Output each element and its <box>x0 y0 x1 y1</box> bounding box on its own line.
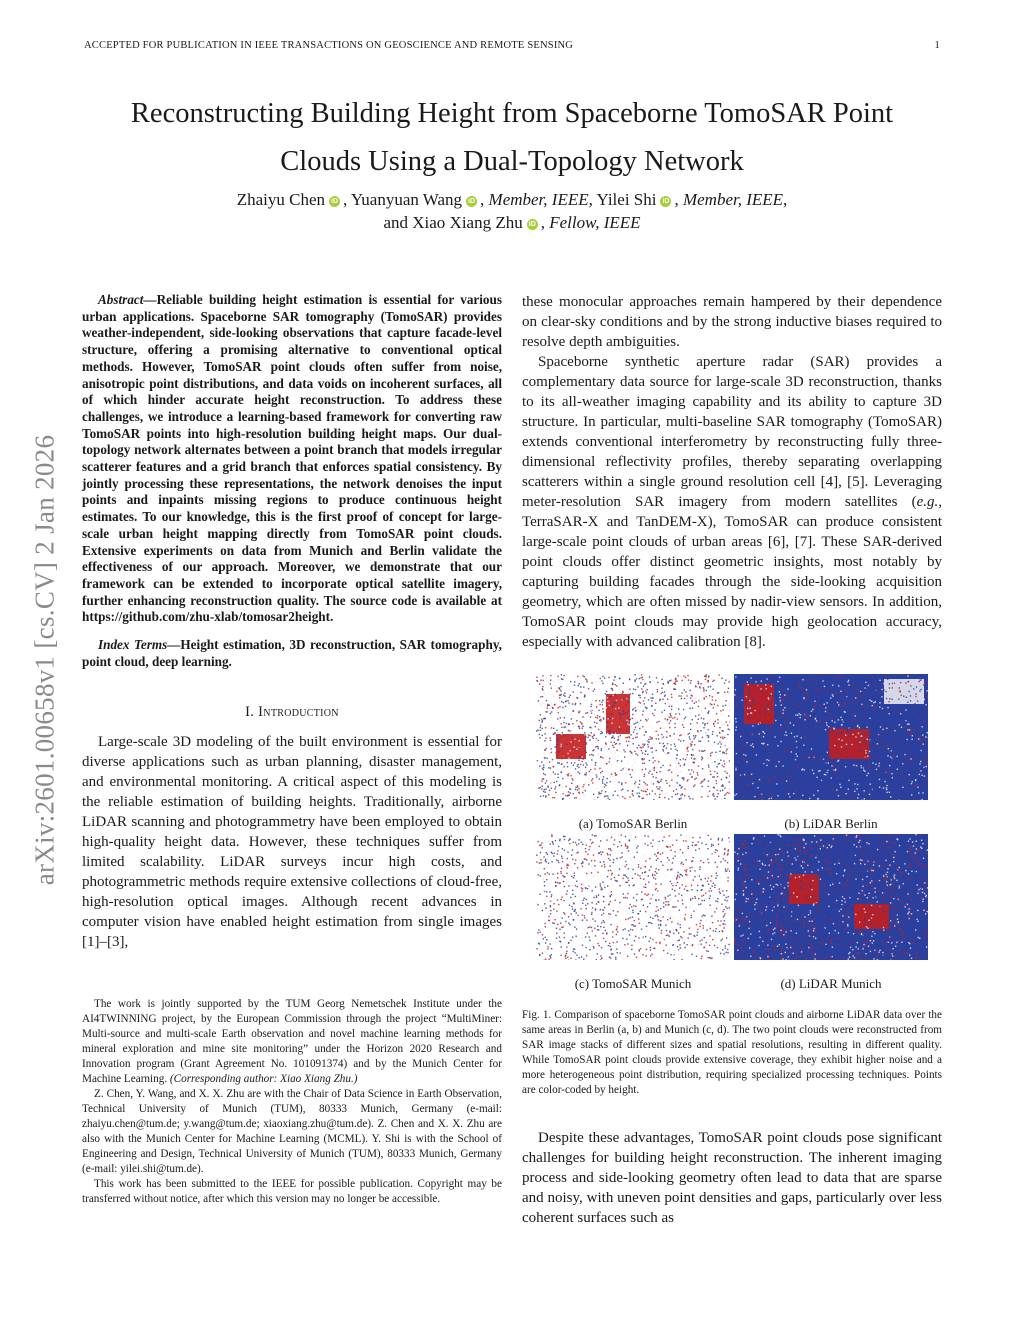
affiliation-footnote: Z. Chen, Y. Wang, and X. X. Zhu are with the Chair of Data Science in Earth Observation, Technical University of Munich (TUM), 80333 Munich, Germany (e-mail: zhaiyu.chen@tum.de; y.wang@tum.de; xiaoxiang.zhu@tum.de). Z. Chen and X. X. Zhu are also with the Munich Center for Machine Learning (MCML). Y. Shi is with the School of Engineering and Design, Technical University of Munich (TUM), 80333 Munich, Germany (e-mail: yilei.shi@tum.de). <box>82 1088 502 1175</box>
author-name: Xiao Xiang Zhu <box>412 213 523 232</box>
footnotes <box>82 997 502 1207</box>
abstract <box>82 292 502 626</box>
body-paragraph: Large-scale 3D modeling of the built environment is essential for diverse applications such as urban planning, disaster management, and environmental monitoring. A critical aspect of this modeling is the reliable estimation of building heights. Traditionally, airborne LiDAR scanning and photogrammetry have been employed to obtain high-quality height data. However, these techniques suffer from limited scalability. LiDAR surveys incur high costs, and photogrammetric methods require extensive collections of cloud-free, high-resolution optical images. Although recent advances in computer vision have enabled height estimation from single images [1]–[3], <box>82 734 502 951</box>
arxiv-identifier: arXiv:2601.00658v1 [cs.CV] 2 Jan 2026 <box>29 434 60 886</box>
section-title: Introduction <box>258 704 339 721</box>
arxiv-sidebar <box>0 0 70 1325</box>
corresponding-author: (Corresponding author: Xiao Xiang Zhu.) <box>169 1073 358 1085</box>
paper-title: Reconstructing Building Height from Spaceborne TomoSAR Point Clouds Using a Dual-Topology Network <box>130 98 894 177</box>
running-head <box>84 40 940 56</box>
subfigure-caption-b: (b) LiDAR Berlin <box>784 816 878 831</box>
author-line-2: and Xiao Xiang Zhu iD , Fellow, IEEE <box>383 213 641 232</box>
author-affiliation-role: Member, IEEE, <box>682 190 788 209</box>
author-line-1: Zhaiyu Chen iD , Yuanyuan Wang iD , Member, IEEE, Yilei Shi iD , Member, IEEE, <box>236 190 788 209</box>
section-heading <box>82 702 502 722</box>
author-list <box>120 188 904 234</box>
author-name: Yuanyuan Wang <box>350 190 463 209</box>
author-affiliation-role: Fellow, IEEE <box>549 213 641 232</box>
page-number: 1 <box>934 40 940 51</box>
author-conjunction: and <box>383 213 409 232</box>
abstract-label: Abstract— <box>98 292 157 307</box>
figure-caption: Fig. 1. Comparison of spaceborne TomoSAR point clouds and airborne LiDAR data over the same areas in Berlin (a, b) and Munich (c, d). The two point clouds were reconstructed from SAR image stacks of different sizes and spatial resolutions, resulting in different quality. While TomoSAR point clouds provide extensive coverage, they exhibit higher noise and a more heterogeneous point distribution, requiring specialized processing techniques. Points are color-coded by height. <box>522 1009 942 1096</box>
index-terms-label: Index Terms— <box>98 637 181 653</box>
orcid-icon[interactable]: iD <box>331 198 338 205</box>
funding-footnote: The work is jointly supported by the TUM Georg Nemetschek Institute under the AI4TWINNING project, by the European Commission through the project “MultiMiner: Multi-source and multi-scale Earth observation and novel machine learning methods for mineral exploration and mine site monitoring” under the Horizon 2020 Research and Innovation program (Grant Agreement No. 101091374) and by the Munich Center for Machine Learning. (Corresponding author: Xiao Xiang Zhu.) <box>82 998 502 1085</box>
author-name: Yilei Shi <box>596 190 657 209</box>
subfigure-caption-c: (c) TomoSAR Munich <box>574 976 692 991</box>
index-terms <box>82 637 502 670</box>
abstract-text: Reliable building height estimation is essential for various urban applications. Spaceborne SAR tomography (TomoSAR) provides weather-independent, side-looking observations that capture facade-level structure, offering a promising alternative to conventional optical methods. However, TomoSAR point clouds often suffer from noise, anisotropic point distributions, and data voids on incoherent surfaces, all of which hinder accurate height reconstruction. To address these challenges, we introduce a learning-based framework for converting raw TomoSAR points into high-resolution building height maps. Our dual-topology network alternates between a point branch that models irregular scatterer features and a grid branch that enforces spatial consistency. By jointly processing these representations, the network denoises the input points and inpaints missing regions to produce continuous height estimates. To our knowledge, this is the first proof of concept for large-scale urban height mapping directly from TomoSAR point clouds. Extensive experiments on data from Munich and Berlin validate the effectiveness of our approach. Moreover, we demonstrate that our framework can be extended to incorporate optical satellite imagery, further enhancing reconstruction quality. The source code is available at https://github.com/zhu-xlab/tomosar2height. <box>82 292 502 625</box>
subfigure-caption-d: (d) LiDAR Munich <box>780 976 882 991</box>
journal-name: ACCEPTED FOR PUBLICATION IN IEEE TRANSACTIONS ON GEOSCIENCE AND REMOTE SENSING <box>84 40 574 51</box>
figure-image-lidar-munich <box>734 834 928 960</box>
author-affiliation-role: Member, IEEE, <box>488 190 593 209</box>
left-column <box>82 292 502 952</box>
figure-image-tomosar-munich <box>536 834 730 960</box>
figure-1 <box>522 674 942 1114</box>
orcid-icon[interactable]: iD <box>468 198 476 205</box>
figure-image-tomosar-berlin <box>536 674 730 800</box>
figure-image-lidar-berlin <box>734 674 928 800</box>
orcid-icon[interactable]: iD <box>662 198 670 205</box>
author-name: Zhaiyu Chen <box>236 190 325 209</box>
body-paragraph: Spaceborne synthetic aperture radar (SAR) provides a complementary data source for large-scale 3D reconstruction, thanks to its all-weather imaging capability and its ability to capture 3D structure. In particular, multi-baseline SAR tomography (TomoSAR) extends conventional interferometry by reconstructing fully three-dimensional reflectivity profiles, thereby separating overlapping scatterers within a single ground resolution cell [4], [5]. Leveraging meter-resolution SAR imagery from modern satellites (e.g., TerraSAR-X and TanDEM-X), TomoSAR can produce consistent large-scale point clouds of urban areas [6], [7]. These SAR-derived point clouds offer distinct geometric insights, most notably by capturing building facades through the side-looking acquisition geometry, which are often missed by nadir-view sensors. In addition, TomoSAR point clouds may provide high geolocation accuracy, especially with advanced calibration [8]. <box>522 354 942 650</box>
right-column <box>522 292 942 1228</box>
index-terms-text: Height estimation, 3D reconstruction, SAR tomography, point cloud, deep learning. <box>82 637 502 669</box>
orcid-icon[interactable]: iD <box>528 221 536 228</box>
section-number: I. <box>245 704 255 721</box>
copyright-footnote: This work has been submitted to the IEEE for possible publication. Copyright may be transferred without notice, after which this version may no longer be accessible. <box>82 1178 502 1205</box>
body-paragraph: these monocular approaches remain hampered by their dependence on clear-sky conditions and by the strong inductive biases required to resolve depth ambiguities. <box>522 294 942 350</box>
subfigure-caption-a: (a) TomoSAR Berlin <box>578 816 688 831</box>
body-paragraph: Despite these advantages, TomoSAR point clouds pose significant challenges for building height reconstruction. The inherent imaging process and side-looking geometry often lead to data that are sparse and noisy, with uneven point densities and gaps, particularly over less coherent surfaces such as <box>522 1130 942 1226</box>
